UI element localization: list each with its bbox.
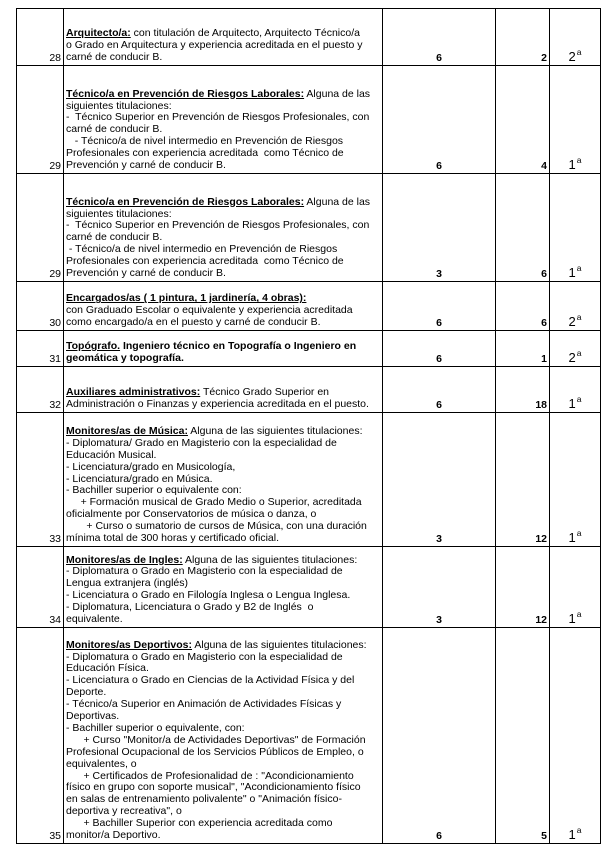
description-line: - Licenciatura o Grado en Filología Inglesa o Lengua Inglesa.	[66, 589, 351, 602]
description-line: monitor/a Deportivo.	[66, 829, 161, 842]
description-line: siguientes titulaciones:	[66, 207, 172, 220]
ordinal-suffix: a	[576, 263, 582, 273]
column-value-3	[550, 282, 601, 331]
table-row	[17, 282, 601, 331]
description-line: equivalentes, o	[66, 757, 137, 770]
description-text: Alguna de las	[304, 87, 371, 100]
description-line: siguientes titulaciones:	[66, 99, 172, 112]
position-title: Técnico/a en Prevención de Riesgos Laborales:	[66, 195, 305, 208]
table-row	[17, 628, 601, 844]
description-line	[66, 89, 380, 101]
description-line: - Técnico/a de nivel intermedio en Prevención de Riesgos	[66, 135, 344, 148]
column-value-2: 6	[496, 282, 550, 331]
description-line: - Técnico Superior en Prevención de Riesgos Profesionales, con	[66, 219, 370, 232]
table-row	[17, 413, 601, 547]
description-line: equivalente.	[66, 613, 123, 626]
ordinal-number: 1	[568, 157, 576, 172]
column-value-2: 5	[496, 628, 550, 844]
description-line: + Curso o sumatorio de cursos de Música, con una duración	[66, 520, 367, 533]
description-text: Alguna de las	[304, 195, 371, 208]
description-text: Alguna de las siguientes titulaciones:	[182, 553, 358, 566]
column-value-3	[550, 9, 601, 66]
description-line: como encargado/a en el puesto y carné de conducir B.	[66, 316, 321, 329]
ordinal-suffix: a	[576, 528, 582, 538]
position-title: Encargados/as ( 1 pintura, 1 jardinería, 4 obras):	[66, 292, 307, 305]
description-line: carné de conducir B.	[66, 123, 163, 136]
ordinal-suffix: a	[576, 825, 582, 835]
row-number: 29	[17, 174, 64, 282]
position-title: Monitores/as de Ingles:	[66, 553, 183, 566]
position-description	[64, 331, 383, 367]
table-row	[17, 174, 601, 282]
column-value-1: 6	[383, 331, 496, 367]
table-row	[17, 9, 601, 66]
position-description	[64, 174, 383, 282]
description-line: Deportivas.	[66, 710, 120, 723]
description-line: - Técnico/a de nivel intermedio en Prevención de Riesgos	[66, 243, 338, 256]
description-line: geomática y topografía.	[66, 352, 184, 365]
ordinal-number: 2	[568, 314, 576, 329]
description-line: Prevención y carné de conducir B.	[66, 159, 226, 172]
column-value-3	[550, 413, 601, 547]
description-line: - Licenciatura o Grado en Ciencias de la Actividad Física y del	[66, 674, 355, 687]
row-number: 33	[17, 413, 64, 547]
row-number: 35	[17, 628, 64, 844]
column-value-3	[550, 66, 601, 174]
description-text: Alguna de las siguientes titulaciones:	[187, 424, 363, 437]
description-line: - Diplomatura/ Grado en Magisterio con la especialidad de	[66, 436, 337, 449]
column-value-1: 3	[383, 547, 496, 628]
description-line: Profesional Ocupacional de los Servicios Públicos de Empleo, o	[66, 745, 364, 758]
ordinal-suffix: a	[576, 312, 582, 322]
ordinal-number: 1	[568, 530, 576, 545]
table-row	[17, 331, 601, 367]
description-line: - Bachiller superior o equivalente, con:	[66, 721, 245, 734]
row-number: 31	[17, 331, 64, 367]
table-row	[17, 367, 601, 413]
ordinal-number: 2	[568, 350, 576, 365]
description-line: - Licenciatura/grado en Música.	[66, 472, 213, 485]
description-line: en salas de entrenamiento polivalente" o "Animación físico-	[66, 793, 342, 806]
column-value-1: 3	[383, 174, 496, 282]
row-number: 34	[17, 547, 64, 628]
description-line: Lengua extranjera (inglés)	[66, 577, 188, 590]
ordinal-number: 1	[568, 827, 576, 842]
position-title: Monitores/as de Música:	[66, 424, 188, 437]
description-text: Técnico Grado Superior en	[200, 386, 330, 399]
ordinal-suffix: a	[576, 155, 582, 165]
table-body	[17, 9, 601, 844]
description-line: Educación Musical.	[66, 448, 157, 461]
description-line: + Formación musical de Grado Medio o Superior, acreditada	[66, 496, 362, 509]
description-line: - Diplomatura, Licenciatura o Grado y B2 de Inglés o	[66, 601, 314, 614]
column-value-3	[550, 367, 601, 413]
row-number: 30	[17, 282, 64, 331]
column-value-2: 6	[496, 174, 550, 282]
description-line	[66, 640, 380, 652]
ordinal-number: 1	[568, 265, 576, 280]
ordinal-number: 1	[568, 611, 576, 626]
column-value-2: 12	[496, 547, 550, 628]
position-description	[64, 367, 383, 413]
description-line: oficialmente por Conservatorios de música o danza, o	[66, 508, 317, 521]
position-title: Técnico/a en Prevención de Riesgos Laborales:	[66, 87, 305, 100]
description-line: - Bachiller superior o equivalente con:	[66, 484, 242, 497]
description-line: Profesionales con experiencia acreditada como Técnico de	[66, 147, 344, 160]
description-line: Deporte.	[66, 686, 107, 699]
column-value-3	[550, 547, 601, 628]
column-value-1: 3	[383, 413, 496, 547]
description-line: - Licenciatura/grado en Musicología,	[66, 460, 236, 473]
position-description	[64, 628, 383, 844]
description-line: físico en grupo con soporte musical", "Acondicionamiento físico	[66, 781, 361, 794]
description-text: Alguna de las siguientes titulaciones:	[192, 638, 367, 651]
column-value-3	[550, 628, 601, 844]
ordinal-suffix: a	[576, 609, 582, 619]
table-row	[17, 547, 601, 628]
description-line: Educación Física.	[66, 662, 149, 675]
description-text: con titulación de Arquitecto, Arquitecto Técnico/a	[130, 27, 360, 40]
position-description	[64, 282, 383, 331]
ordinal-suffix: a	[576, 348, 582, 358]
position-title: Arquitecto/a:	[66, 27, 131, 40]
description-line: Profesionales con experiencia acreditada como Técnico de	[66, 255, 344, 268]
position-description	[64, 9, 383, 66]
description-line: + Bachiller Superior con experiencia acreditada como	[66, 817, 333, 830]
description-line: - Diplomatura o Grado en Magisterio con la especialidad de	[66, 565, 343, 578]
job-positions-table	[16, 8, 601, 844]
ordinal-suffix: a	[576, 47, 582, 57]
position-title: Topógrafo.	[66, 340, 121, 353]
description-line: o Grado en Arquitectura y experiencia acreditada en el puesto y	[66, 39, 363, 52]
column-value-2: 18	[496, 367, 550, 413]
ordinal-number: 1	[568, 396, 576, 411]
position-description	[64, 547, 383, 628]
description-line: carné de conducir B.	[66, 231, 163, 244]
description-line: Administración o Finanzas y experiencia acreditada en el puesto.	[66, 398, 369, 411]
description-line: carné de conducir B.	[66, 51, 163, 64]
row-number: 32	[17, 367, 64, 413]
column-value-1: 6	[383, 9, 496, 66]
description-line	[66, 197, 380, 209]
position-title: Auxiliares administrativos:	[66, 386, 201, 399]
column-value-2: 1	[496, 331, 550, 367]
description-line: deportiva y recreativa", o	[66, 805, 182, 818]
column-value-2: 2	[496, 9, 550, 66]
description-line: + Certificados de Profesionalidad de : "Acondicionamiento	[66, 769, 354, 782]
ordinal-suffix: a	[576, 394, 582, 404]
position-description	[64, 413, 383, 547]
position-description	[64, 66, 383, 174]
column-value-1: 6	[383, 367, 496, 413]
column-value-1: 6	[383, 628, 496, 844]
row-number: 28	[17, 9, 64, 66]
description-line: - Técnico/a Superior en Animación de Actividades Físicas y	[66, 698, 342, 711]
description-line: mínima total de 300 horas y certificado oficial.	[66, 532, 280, 545]
ordinal-number: 2	[568, 49, 576, 64]
column-value-2: 4	[496, 66, 550, 174]
column-value-1: 6	[383, 66, 496, 174]
description-line: + Curso "Monitor/a de Actividades Deportivas" de Formación	[66, 733, 366, 746]
row-number: 29	[17, 66, 64, 174]
description-line: - Técnico Superior en Prevención de Riesgos Profesionales, con	[66, 111, 370, 124]
description-line: Prevención y carné de conducir B.	[66, 267, 226, 280]
description-line: con Graduado Escolar o equivalente y experiencia acreditada	[66, 304, 353, 317]
column-value-3	[550, 331, 601, 367]
column-value-2: 12	[496, 413, 550, 547]
description-line: - Diplomatura o Grado en Magisterio con la especialidad de	[66, 650, 343, 663]
column-value-1: 6	[383, 282, 496, 331]
description-text: Ingeniero técnico en Topografía o Ingeniero en	[120, 340, 357, 353]
column-value-3	[550, 174, 601, 282]
position-title: Monitores/as Deportivos:	[66, 638, 193, 651]
table-row	[17, 66, 601, 174]
